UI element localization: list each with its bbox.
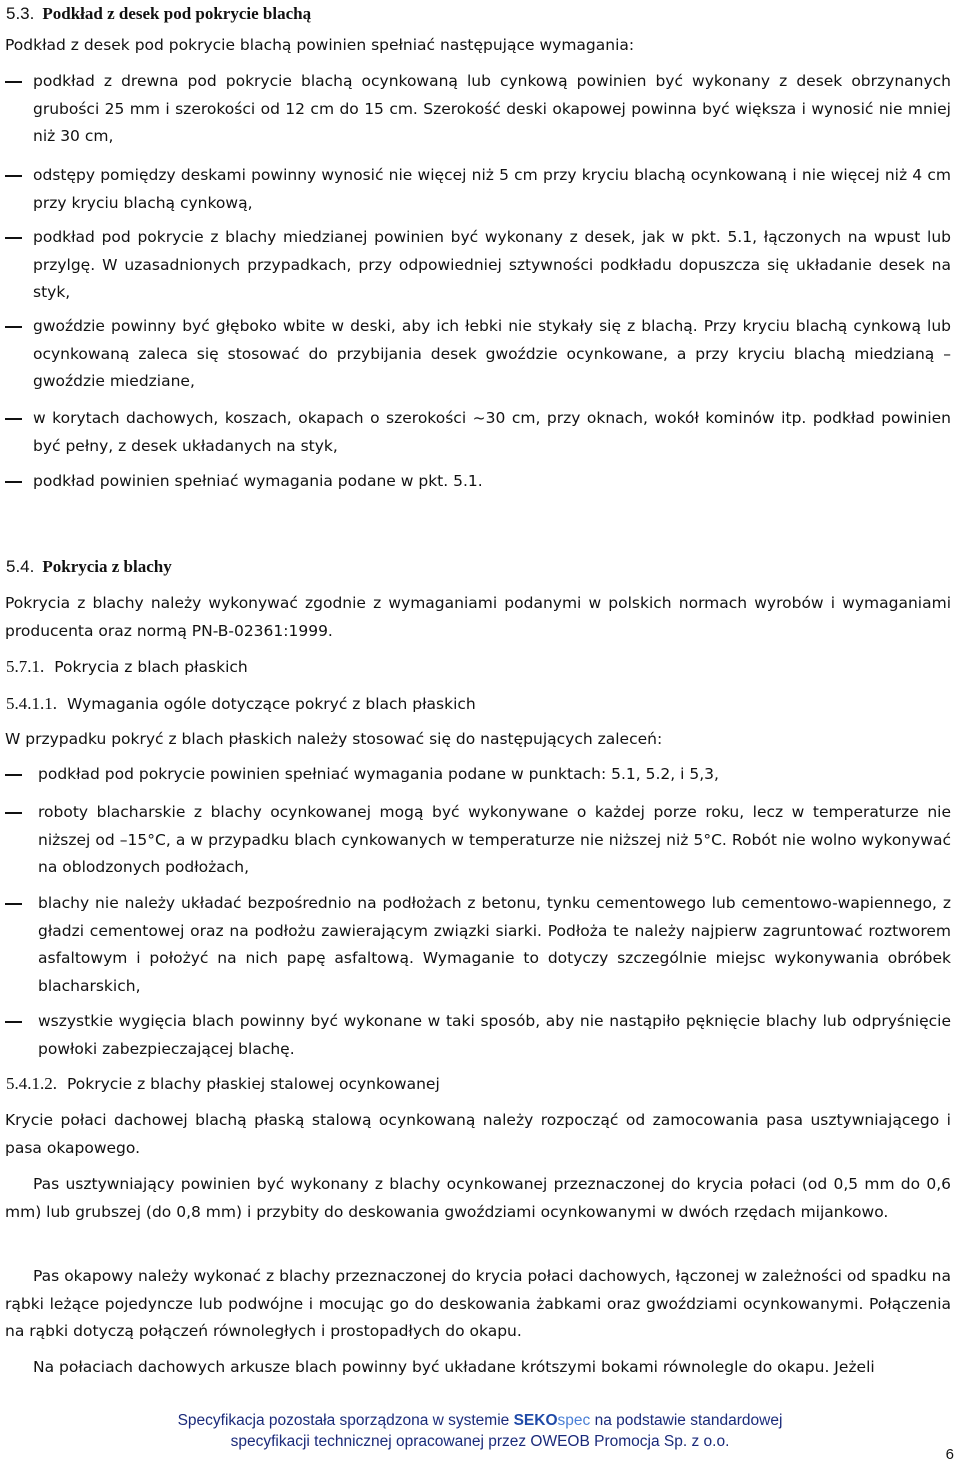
section-number: 5.3. [6,4,35,23]
paragraph: Na połaciach dachowych arkusze blach powinny być układane krótszymi bokami równolegle do okapu. Jeżeli [33,1358,875,1376]
list-item: blachy nie należy układać bezpośrednio na podłożach z betonu, tynku cementowego lub cementowo-wapiennego, z gładzi cementowej oraz na podłożu zawierającym związki siarki. Podłoża te należy najpierw zagruntować roztworem asfaltowym i położyć na nich papę asfaltową. Wymaganie to dotyczy szczególnie miejsc wykonywania obróbek blacharskich, [38,894,951,995]
list-item: gwoździe powinny być głęboko wbite w deski, aby ich łebki nie stykały się z blachą. Przy kryciu blachą cynkową lub ocynkowaną zaleca się stosować do przybijania desek gwoździe ocynkowane, a przy kryciu blachą miedzianą – gwoździe miedziane, [33,317,951,390]
subsection-heading-5-4-1-2: 5.4.1.2. Pokrycie z blachy płaskiej stalowej ocynkowanej [6,1074,440,1093]
list-item: odstępy pomiędzy deskami powinny wynosić nie więcej niż 5 cm przy kryciu blachą ocynkowaną i nie więcej niż 4 cm przy kryciu blachą cynkową, [33,166,951,212]
paragraph: Pokrycia z blachy należy wykonywać zgodnie z wymaganiami podanymi w polskich normach wyrobów i wymaganiami producenta oraz normą PN-B-02361:1999. [5,594,951,640]
list-item: roboty blacharskie z blachy ocynkowanej mogą być wykonywane o każdej porze roku, lecz w temperaturze nie niższej od –15°C, a w przypadku blach cynkowanych w temperaturze nie niższej niż 5°C. Robót nie wolno wykonywać na oblodzonych podłożach, [38,803,951,876]
list-item: podkład pod pokrycie z blachy miedzianej powinien być wykonany z desek, jak w pkt. 5.1, łączonych na wpust lub przylgę. W uzasadnionych przypadkach, przy odpowiedniej sztywności podkładu dopuszcza się układanie desek na styk, [33,228,951,301]
footer-line-1: Specyfikacja pozostała sporządzona w systemie SEKOspec na podstawie standardowej [177,1412,783,1429]
brand-logo-part: spec [557,1412,591,1429]
section-heading-5-4 [6,557,172,577]
paragraph: Krycie połaci dachowej blachą płaską stalową ocynkowaną należy rozpocząć od zamocowania pasa usztywniającego i pasa okapowego. [5,1111,951,1157]
list-item: podkład powinien spełniać wymagania podane w pkt. 5.1. [33,472,483,490]
paragraph: W przypadku pokryć z blach płaskich należy stosować się do następujących zaleceń: [5,730,663,748]
paragraph: Pas usztywniający powinien być wykonany z blachy ocynkowanej przeznaczonej do krycia połaci (od 0,5 mm do 0,6 mm) lub grubszej (do 0,8 mm) i przybity do deskowania gwoździami ocynkowanymi w dwóch rzędach mijankowo. [5,1175,951,1221]
section-heading-5-3 [6,4,311,24]
section-title: Pokrycia z blachy [42,557,172,576]
page-footer [0,1410,960,1452]
subsection-heading-5-7-1: 5.7.1. Pokrycia z blach płaskich [6,657,248,676]
list-item: w korytach dachowych, koszach, okapach o szerokości ~30 cm, przy oknach, wokół kominów itp. podkład powinien być pełny, z desek układanych na styk, [33,409,951,455]
subsection-heading-5-4-1-1: 5.4.1.1. Wymagania ogóle dotyczące pokryć z blach płaskich [6,694,476,713]
section-title: Podkład z desek pod pokrycie blachą [42,4,312,23]
footer-line-2: specyfikacji technicznej opracowanej przez OWEOB Promocja Sp. z o.o. [230,1433,730,1450]
list-item: podkład pod pokrycie powinien spełniać wymagania podane w punktach: 5.1, 5.2, i 5,3, [38,765,719,783]
list-item: wszystkie wygięcia blach powinny być wykonane w taki sposób, aby nie nastąpiło pęknięcie blachy lub odpryśnięcie powłoki zabezpieczającej blachę. [38,1012,951,1058]
page-number: 6 [945,1446,954,1463]
paragraph: Pas okapowy należy wykonać z blachy przeznaczonej do krycia połaci dachowych, łączonej w zależności od spadku na rąbki leżące pojedyncze lub podwójne i mocując go do deskowania żabkami oraz gwoździami ocynkowanymi. Połączenia na rąbki dotyczą połączeń równoległych i prostopadłych do okapu. [5,1267,951,1340]
brand-logo-part: SEKO [513,1412,558,1429]
list-item: podkład z drewna pod pokrycie blachą ocynkowaną lub cynkową powinien być wykonany z desek obrzynanych grubości 25 mm i szerokości od 12 cm do 15 cm. Szerokość deski okapowej powinna być większa i wynosić nie mniej niż 30 cm, [33,72,951,145]
section-number: 5.4. [6,557,35,576]
section-lead: Podkład z desek pod pokrycie blachą powinien spełniać następujące wymagania: [5,36,635,54]
